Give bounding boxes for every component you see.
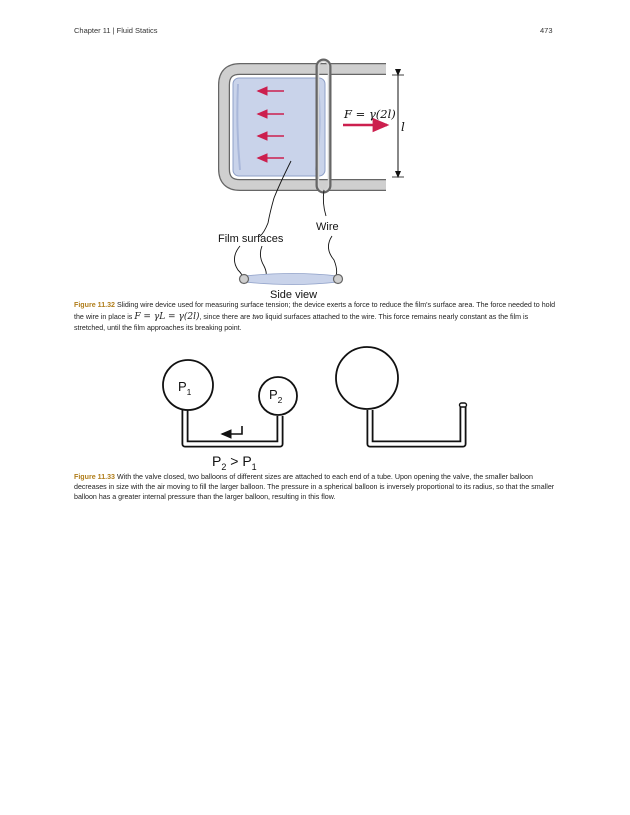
caption-equation: F = γL = γ(2l) bbox=[134, 311, 200, 322]
caption-label: Figure 11.33 bbox=[74, 473, 116, 481]
page-number: 473 bbox=[540, 26, 553, 35]
figure-11-32-sliding-wire-diagram bbox=[200, 58, 440, 303]
caption-text: With the valve closed, two balloons of different sizes are attached to each end of a tube. Upon opening the valve, the smaller balloon decreases in size with the air moving to fill the larger balloon. The pressure in a spherical balloon is inversely proportional to its radius, so that the smaller balloon has a greater internal pressure than the larger balloon, resulting in this flow. bbox=[74, 473, 555, 501]
p1-label: P bbox=[178, 379, 187, 394]
caption-text: Sliding wire device used for measuring surface tension; the device exerts a force to reduce the film's surface area. The force needed to hold the wire in place is bbox=[74, 301, 556, 321]
caption-text: liquid surfaces attached to the wire. This force remains nearly constant as the film is stretched, until the film approaches its breaking point. bbox=[74, 312, 529, 333]
p2-subscript: 2 bbox=[277, 395, 283, 405]
wire-label: Wire bbox=[316, 221, 339, 233]
figure-11-33-caption bbox=[74, 472, 558, 502]
air-flow-arrow bbox=[222, 426, 242, 434]
p1-subscript: 1 bbox=[186, 387, 192, 397]
inequality-sub2: 2 bbox=[221, 462, 227, 472]
film-surfaces-label: Film surfaces bbox=[218, 233, 284, 245]
force-label-lhs: F = bbox=[344, 107, 369, 121]
balloon-large-right bbox=[336, 347, 398, 409]
caption-emphasis: two bbox=[252, 312, 264, 321]
length-label: l bbox=[401, 120, 405, 134]
svg-text:P2 > P1 bbox=[212, 453, 257, 472]
soap-film bbox=[233, 78, 325, 176]
p2-label: P bbox=[269, 387, 278, 402]
side-view-label: Side view bbox=[270, 289, 318, 301]
inequality-p2: P bbox=[212, 453, 222, 469]
balloon-large-left bbox=[163, 360, 213, 410]
side-view-wire-end bbox=[334, 275, 343, 284]
running-header-chapter: Chapter 11 | Fluid Statics bbox=[74, 26, 158, 35]
figure-11-33-balloons-diagram bbox=[150, 340, 480, 475]
inequality-sub1: 1 bbox=[251, 462, 257, 472]
side-view-film bbox=[244, 274, 338, 285]
tube-left-apparatus bbox=[185, 408, 280, 444]
caption-text: , since there are bbox=[199, 312, 253, 321]
caption-label: Figure 11.32 bbox=[74, 301, 116, 309]
wire-pointer bbox=[323, 190, 326, 216]
tube-right-apparatus bbox=[370, 406, 463, 444]
force-label-rhs: γ(2l) bbox=[368, 107, 396, 121]
svg-text:F = γ(2l) bbox=[343, 107, 396, 121]
side-view-frame-end bbox=[240, 275, 249, 284]
inequality-operator: > P bbox=[226, 453, 252, 469]
figure-11-32-caption bbox=[74, 300, 558, 335]
